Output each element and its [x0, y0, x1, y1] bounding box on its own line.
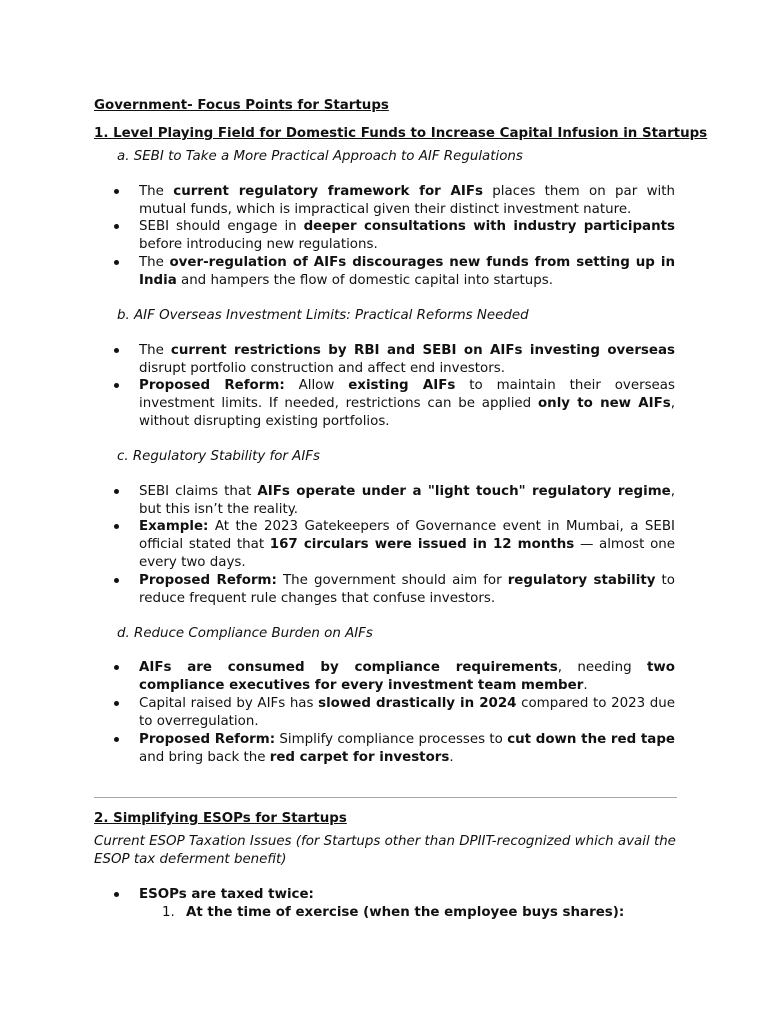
bullet-icon — [114, 260, 119, 265]
bullet-icon — [114, 701, 119, 706]
bullet-d1: AIFs are consumed by compliance requirements, needing two compliance executives for every investment team member. — [139, 660, 675, 693]
bullet-icon — [114, 524, 119, 529]
document-title: Government- Focus Points for Startups — [94, 98, 389, 113]
bullet-icon — [114, 489, 119, 494]
bullet-icon — [114, 348, 119, 353]
bullet-icon — [114, 892, 119, 897]
subsection-d-title: d. Reduce Compliance Burden on AIFs — [117, 626, 373, 641]
bullet-c2: Example: At the 2023 Gatekeepers of Governance event in Mumbai, a SEBI official stated that 167 circulars were issued in 12 months — almost one every two days. — [139, 519, 675, 570]
bullet-icon — [114, 189, 119, 194]
bullet-b1: The current restrictions by RBI and SEBI on AIFs investing overseas disrupt portfolio construction and affect end investors. — [139, 343, 675, 376]
numbered-item-1: At the time of exercise (when the employee buys shares): — [186, 905, 625, 920]
section-1-heading: 1. Level Playing Field for Domestic Funds to Increase Capital Infusion in Startups — [94, 126, 708, 141]
bullet-d3: Proposed Reform: Simplify compliance processes to cut down the red tape and bring back the red carpet for investors. — [139, 732, 675, 765]
subsection-c-title: c. Regulatory Stability for AIFs — [117, 449, 320, 464]
subsection-b-title: b. AIF Overseas Investment Limits: Practical Reforms Needed — [117, 308, 529, 323]
bullet-icon — [114, 737, 119, 742]
numbered-marker: 1. — [162, 905, 175, 920]
bullet-a1: The current regulatory framework for AIFs places them on par with mutual funds, which is impractical given their distinct investment nature. — [139, 184, 675, 217]
subsection-a-title: a. SEBI to Take a More Practical Approach to AIF Regulations — [117, 149, 523, 164]
bullet-a2: SEBI should engage in deeper consultations with industry participants before introducing new regulations. — [139, 219, 675, 252]
bullet-b2: Proposed Reform: Allow existing AIFs to maintain their overseas investment limits. If needed, restrictions can be applied only to new AIFs, without disrupting existing portfolios. — [139, 378, 675, 429]
bullet-c3: Proposed Reform: The government should aim for regulatory stability to reduce frequent rule changes that confuse investors. — [139, 573, 676, 606]
bullet-icon — [114, 578, 119, 583]
section-divider — [94, 797, 677, 798]
section-2-intro: Current ESOP Taxation Issues (for Startups other than DPIIT-recognized which avail the ESOP tax deferment benefit) — [94, 834, 676, 867]
bullet-icon — [114, 383, 119, 388]
bullet-icon — [114, 224, 119, 229]
bullet-a3: The over-regulation of AIFs discourages new funds from setting up in India and hampers the flow of domestic capital into startups. — [139, 255, 675, 288]
bullet-esop-taxed: ESOPs are taxed twice: — [139, 887, 314, 902]
bullet-c1: SEBI claims that AIFs operate under a "light touch" regulatory regime, but this isn’t the reality. — [139, 484, 675, 517]
bullet-icon — [114, 665, 119, 670]
section-2-heading: 2. Simplifying ESOPs for Startups — [94, 811, 347, 826]
bullet-d2: Capital raised by AIFs has slowed drastically in 2024 compared to 2023 due to overregulation. — [139, 696, 675, 729]
